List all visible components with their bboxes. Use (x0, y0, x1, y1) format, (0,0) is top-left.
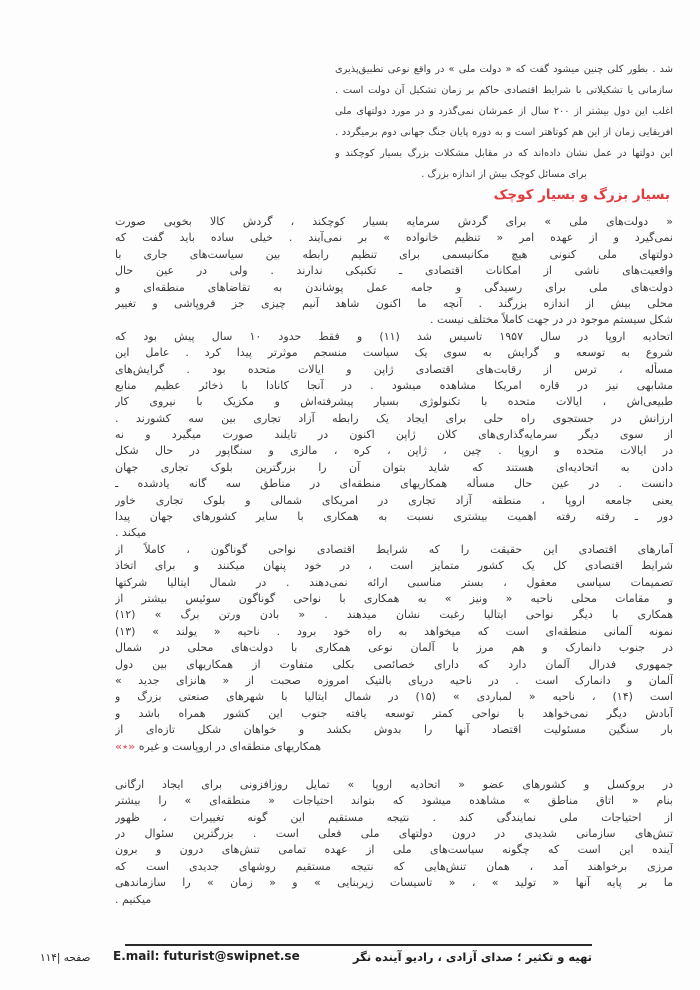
text-line: شکل سیستم موجود در در جهت کاملاً مختلف نیست . (429, 313, 673, 327)
text-line: تصمیمات سیاسی معقول ، بستر مناسبی ارائه نمی‌دهند . در شمال ایتالیا شرکتها (115, 575, 673, 589)
text-line: « دولت‌های ملی » برای گردش سرمایه بسیار کوچکند ، گردش کالا بخوبی صورت (115, 215, 673, 228)
text-line: دانست . در عین حال مسأله همکاریهای منطقه‌ای در مناطق سه گانه یادشده ـ (115, 477, 673, 491)
article-body (115, 214, 673, 908)
text-line: از احتیاجات ملی نمایندگی کند . نتیجه مستقیم این گونه تغییرات ، ظهور (115, 810, 673, 824)
paragraph-regional-economies (115, 542, 673, 755)
text-line: طبیعی‌اش ، ایالات متحده با تکنولوژی بسیار پیشرفته‌اش و مکزیک با نیروی کار (115, 395, 673, 409)
text-line: دولتهای ملی کنونی هیچ مکانیسمی برای تنظیم رابطه بین سیاست‌های جاری با (115, 247, 673, 261)
text-line: از سوی دیگر سرمایه‌گذاری‌های کلان ژاپن اکنون در تایلند صورت میگیرد و نه (115, 428, 673, 442)
text-line: بنام « اتاق مناطق » مشاهده میشود که بتواند احتیاجات « منطقه‌ای » را بیشتر (115, 794, 673, 808)
footnote-mark: «٭» (115, 739, 136, 753)
text-line: مسأله ، ترس از رقابت‌های اقتصادی ژاپن و ایالات متحده بود . گرایش‌های (115, 362, 673, 376)
text-line: ما بر پایه آنها « تولید » ، « تاسیسات زیربنایی » و « زمان » را سازماندهی (115, 876, 673, 890)
text-line: آمارهای اقتصادی این حقیقت را که شرایط اقتصادی نواحی گوناگون ، کاملاً از (115, 542, 673, 556)
text-line: اغلب این دول بیشتر از ۲۰۰ سال از عمرشان نمی‌گذرد و در مورد دولتهای ملی (335, 106, 673, 117)
text-line: محلی بیش از اندازه بزرگند . آنچه ما اکنون شاهد آنیم چیزی جز فروپاشی و تغییر (115, 296, 673, 310)
text-line: میکنیم . (115, 892, 152, 906)
text-line: یعنی جامعه اروپا ، منطقه آزاد تجاری در امریکای شمالی و بلوک تجاری خاور (115, 493, 673, 507)
text-line: این دولتها در عمل نشان داده‌اند که در مقابل مشکلات بزرگ بسیار کوچکند و (335, 148, 673, 159)
page-number: صفحه |۱۱۴ (40, 952, 91, 964)
credit-line: تهیه و تکثیر ؛ صدای آزادی ، رادیو آینده نگر (353, 950, 592, 964)
text-line: همکاری با دیگر نواحی ایتالیا رغبت نشان میدهند . « بادن ورتن برگ » (۱۲) (115, 608, 673, 622)
text-line: آینده این است که چگونه سیاست‌های ملی از عهده تمامی تنش‌های درون و برون (115, 843, 673, 857)
text-line: مرزی برخواهند آمد ، همان تنش‌هایی که نتیجه مستقیم روشهای جدیدی است که (115, 859, 673, 873)
text-line: شروع به توسعه و گرایش به سوی یک سیاست منسجم موثرتر پیدا کرد . عامل این (115, 346, 673, 360)
paragraph-last-line (115, 739, 673, 755)
paragraph-trade-blocs (115, 329, 673, 542)
paragraph-national-states (115, 214, 673, 329)
text-line: آبادش دیگر نمی‌خواهد با نواحی کمتر توسعه یافته جنوب این کشور همراه باشد و (115, 706, 673, 720)
text-line: در ایالات متحده و اروپا . چین ، ژاپن ، کره ، مالزی و سنگاپور در حال شکل (115, 444, 673, 458)
text-line: اتحادیه اروپا در سال ۱۹۵۷ تاسیس شد (۱۱) و فقط حدود ۱۰ سال پیش بود که (115, 329, 673, 343)
text-line: جمهوری فدرال آلمان دارد که دارای خصائصی بکلی متفاوت از همکاریهای بین دول (115, 657, 673, 671)
section-heading: بسیار بزرگ و بسیار کوچک (493, 187, 670, 203)
footer-rule (125, 944, 592, 946)
text-line: تنش‌های سازمانی شدیدی در درون دولتهای ملی فعلی است . بزرگترین سئوال در (115, 827, 673, 841)
text-line: شد . بطور کلی چنین میشود گفت که « دولت ملی » در واقع نوعی تطبیق‌پذیری (335, 64, 673, 75)
text-line: آلمان و دانمارک است . در ناحیه دریای بالتیک امروزه صحبت از « هانزای جدید » (115, 673, 673, 687)
text-line: افریقایی زمان از این هم کوتاهتر است و به دوره پایان جنگ جهانی دوم برمیگردد . (335, 127, 673, 138)
text-line: میکند . (115, 526, 147, 540)
text-line: ارزانش در جستجوی راه حلی برای ایجاد یک رابطه آزاد تجاری بین سه کشورند . (115, 411, 673, 425)
text-line: نمی‌گیرد و از عهده امر « تنظیم خانواده » بر نمی‌آیند . خیلی ساده باید گفت که (115, 231, 673, 245)
intro-paragraph (335, 59, 673, 185)
paragraph-brussels (115, 777, 673, 908)
text-line: دولت‌های ملی برای رسیدگی و جامه عمل پوشاندن به تقاضاهای منطقه‌ای و (115, 280, 673, 294)
text-line: نمونه آلمانی منطقه‌ای است که میخواهد به راه خود برود . ناحیه « یولند » (۱۳) (115, 624, 673, 638)
text-line: است (۱۴) ، ناحیه « لمباردی » (۱۵) در شمال ایتالیا با شهرهای صنعتی بزرگ و (115, 690, 673, 704)
text-line: شرایط اقتصادی کل یک کشور متمایز است ، در خود پنهان میکنند و برای اتخاذ (115, 559, 673, 573)
text-line: مشابهی نیز در قاره امریکا مشاهده میشود . در آنجا کانادا با ذخائر عظیم منابع (115, 378, 673, 392)
text-line: واقعیت‌های ناشی از امکانات اقتصادی ـ تکنیکی ندارند . ولی در عین حال (115, 264, 673, 278)
text-line: بار سنگین مسئولیت اقتصاد آنها را بدوش بکشد و خواهان شکل تازه‌ای از (115, 723, 673, 737)
last-line-text: همکاریهای منطقه‌ای در اروپاست و غیره (138, 739, 322, 753)
text-line: سازمانی یا تشکیلاتی با شرایط اقتصادی حاکم بر زمان تشکیل آن دولت است . (335, 85, 673, 96)
text-line: در بروکسل و کشورهای عضو « اتحادیه اروپا » تمایل روزافزونی برای ایجاد ارگانی (115, 777, 673, 791)
text-line: برای مسائل کوچک بیش از اندازه بزرگ . (421, 169, 587, 180)
text-line: دور ـ رفته رفته اهمیت بیشتری نسبت به همکاری با سایر کشورهای جهان پیدا (115, 510, 673, 524)
text-line: دادن به اتحادیه‌ای هستند که شاید بتوان آن را بزرگترین بلوک تجاری جهان (115, 460, 673, 474)
text-line: در جنوب دانمارک و هم مرز با آلمان نوعی همکاری با دولت‌های محلی در شمال (115, 641, 673, 655)
page-footer (0, 944, 700, 984)
email-address: E.mail: futurist@swipnet.se (113, 949, 300, 963)
paragraph-lines (115, 542, 673, 739)
text-line: و مقامات محلی ناحیه « ونیز » به همکاری با نواحی گوناگون سوئیس بیشتر از (115, 591, 673, 605)
